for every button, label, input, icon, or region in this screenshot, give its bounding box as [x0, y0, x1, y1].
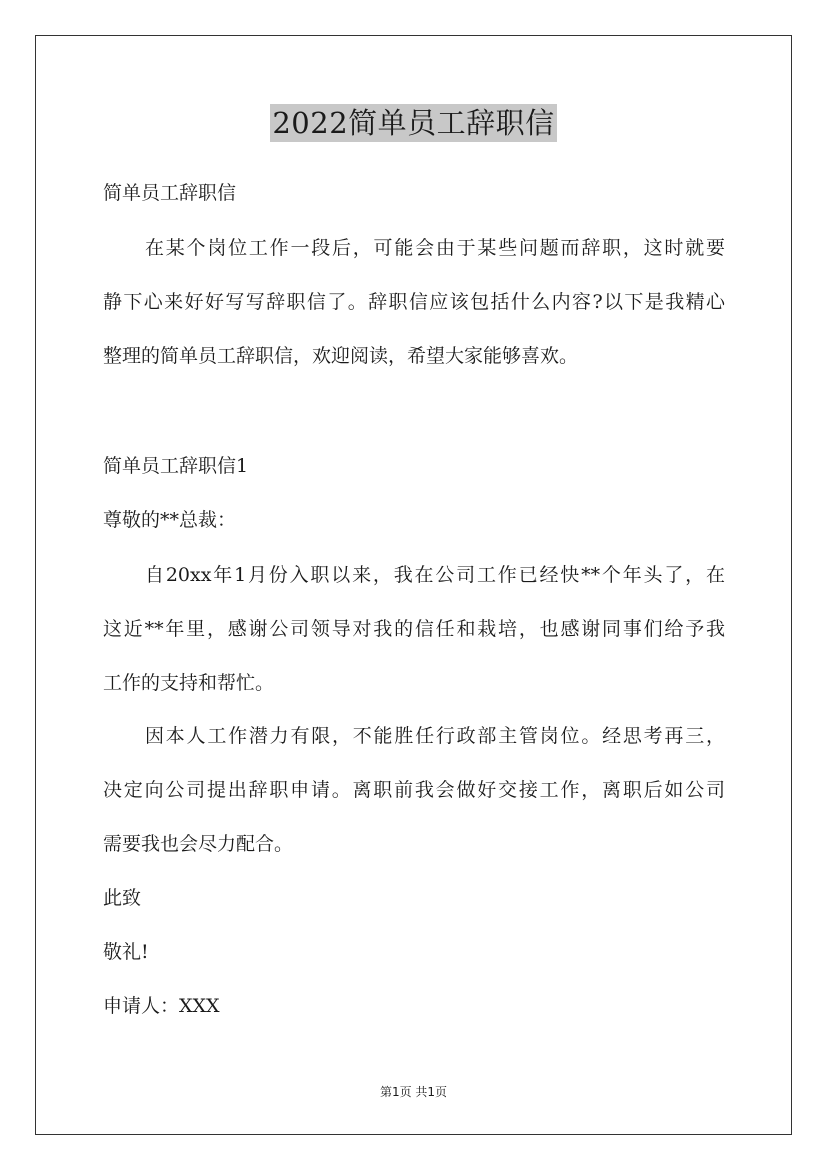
page-footer: 第1页 共1页 — [379, 1085, 448, 1099]
title-container — [0, 104, 827, 142]
paragraph2-line-2: 决定向公司提出辞职申请。离职前我会做好交接工作，离职后如公司 — [103, 779, 725, 801]
paragraph2-line-3: 需要我也会尽力配合。 — [103, 833, 294, 855]
closing-line-1: 此致 — [103, 887, 142, 909]
paragraph2-line-1: 因本人工作潜力有限，不能胜任行政部主管岗位。经思考再三， — [145, 725, 725, 747]
document-title: 2022简单员工辞职信 — [272, 106, 555, 140]
paragraph1-line-3: 工作的支持和帮忙。 — [103, 672, 275, 694]
salutation: 尊敬的**总裁： — [103, 509, 237, 531]
subtitle: 简单员工辞职信 — [103, 182, 237, 204]
intro-line-3: 整理的简单员工辞职信，欢迎阅读，希望大家能够喜欢。 — [103, 345, 579, 367]
paragraph1-line-1: 自20xx年1月份入职以来，我在公司工作已经快**个年头了，在 — [145, 564, 725, 586]
intro-line-2: 静下心来好好写写辞职信了。辞职信应该包括什么内容?以下是我精心 — [103, 291, 725, 313]
letter-heading: 简单员工辞职信1 — [103, 455, 249, 477]
signature: 申请人：XXX — [103, 995, 220, 1017]
intro-line-1: 在某个岗位工作一段后，可能会由于某些问题而辞职，这时就要 — [145, 237, 725, 259]
paragraph1-line-2: 这近**年里，感谢公司领导对我的信任和栽培，也感谢同事们给予我 — [103, 618, 725, 640]
closing-line-2: 敬礼! — [103, 941, 149, 963]
